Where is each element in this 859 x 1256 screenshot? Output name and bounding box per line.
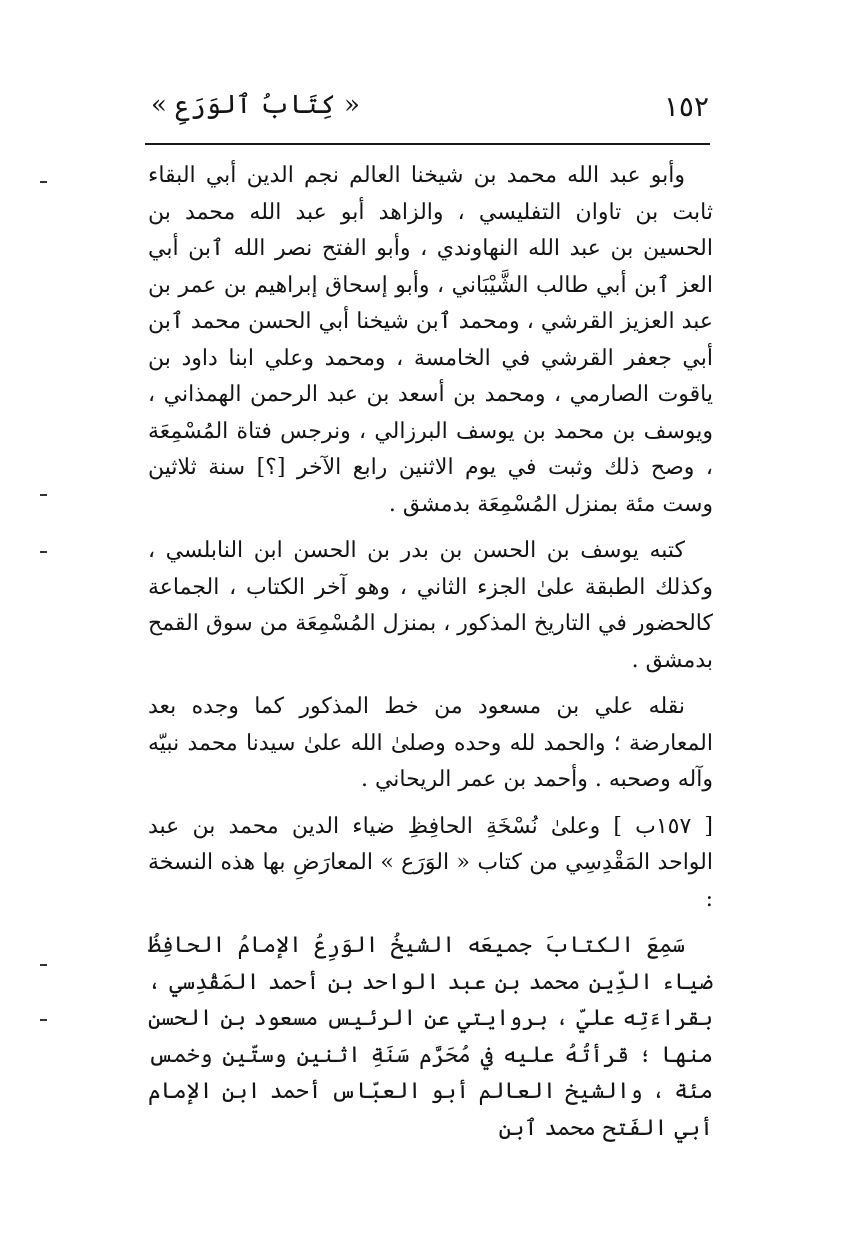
margin-mark xyxy=(40,181,47,183)
header-rule xyxy=(145,143,710,145)
margin-mark xyxy=(40,551,47,553)
paragraph-3: نقله علي بن مسعود من خط المذكور كما وجده بعد المعارضة ؛ والحمد لله وحده وصلىٰ الله علىٰ سيدنا محمد نبيّه وآله وصحبه . وأحمد بن عمر الريحاني . xyxy=(148,694,713,792)
paragraph-1: وأبو عبد الله محمد بن شيخنا العالم نجم الدين أبي البقاء ثابت بن تاوان التفليسي ، والزاهد أبو عبد الله محمد بن الحسين بن عبد الله النهاوندي ، وأبو الفتح نصر الله ٱبن أبي العز ٱبن أبي طالب الشَّيْبَاني ، وأبو إسحاق إبراهيم بن عمر بن عبد العزيز القرشي ، ومحمد ٱبن شيخنا أبي الحسن محمد ٱبن أبي جعفر القرشي في الخامسة ، ومحمد وعلي ابنا داود بن ياقوت الصارمي ، ومحمد بن أسعد بن عبد الرحمن الهمذاني ، ويوسف بن محمد بن يوسف البرزالي ، ونرجس فتاة المُسْمِعَة ، وصح ذلك وثبت في يوم الاثنين رابع الآخر [؟] سنة ثلاثين وست مئة بمنزل المُسْمِعَة بدمشق . xyxy=(148,163,713,517)
margin-mark xyxy=(40,494,47,496)
body-text xyxy=(148,158,713,1147)
page-header xyxy=(145,80,715,140)
paragraph-4: [ ١٥٧ب ] وعلىٰ نُسْخَةِ الحافِظِ ضياء الدين محمد بن عبد الواحد المَقْدِسِي من كتاب « الوَرَع » المعارَضِ بها هذه النسخة : xyxy=(148,813,713,912)
margin-mark xyxy=(40,1019,47,1021)
running-title: « كِتَابُ ٱلوَرَعِ » xyxy=(151,90,360,120)
page-number: ١٥٢ xyxy=(663,90,709,123)
paragraph-2: كتبه يوسف بن الحسن بن بدر بن الحسن ابن النابلسي ، وكذلك الطبقة علىٰ الجزء الثاني ، وهو آخر الكتاب ، الجماعة كالحضور في التاريخ المذكور ، بمنزل المُسْمِعَة من سوق القمح بدمشق . xyxy=(148,538,713,673)
margin-mark xyxy=(40,964,47,966)
paragraph-5: سَمِعَ الكتابَ جميعَه الشيخُ الوَرِعُ الإمامُ الحافِظُ ضياء الدِّين محمد بن عبد الواحد بن أحمد المَقْدِسي ، بقراءَتِه عليّ ، بروايتي عن الرئيس مسعود بن الحسن منها ؛ قرأتُهُ عليه في مُحَرَّم سَنَةِ اثنين وستّين وخمس مئة ، والشيخ العالم أبو العبّاس أحمد ابن الإمام أبي الفَتح محمد ٱبن xyxy=(148,933,713,1141)
